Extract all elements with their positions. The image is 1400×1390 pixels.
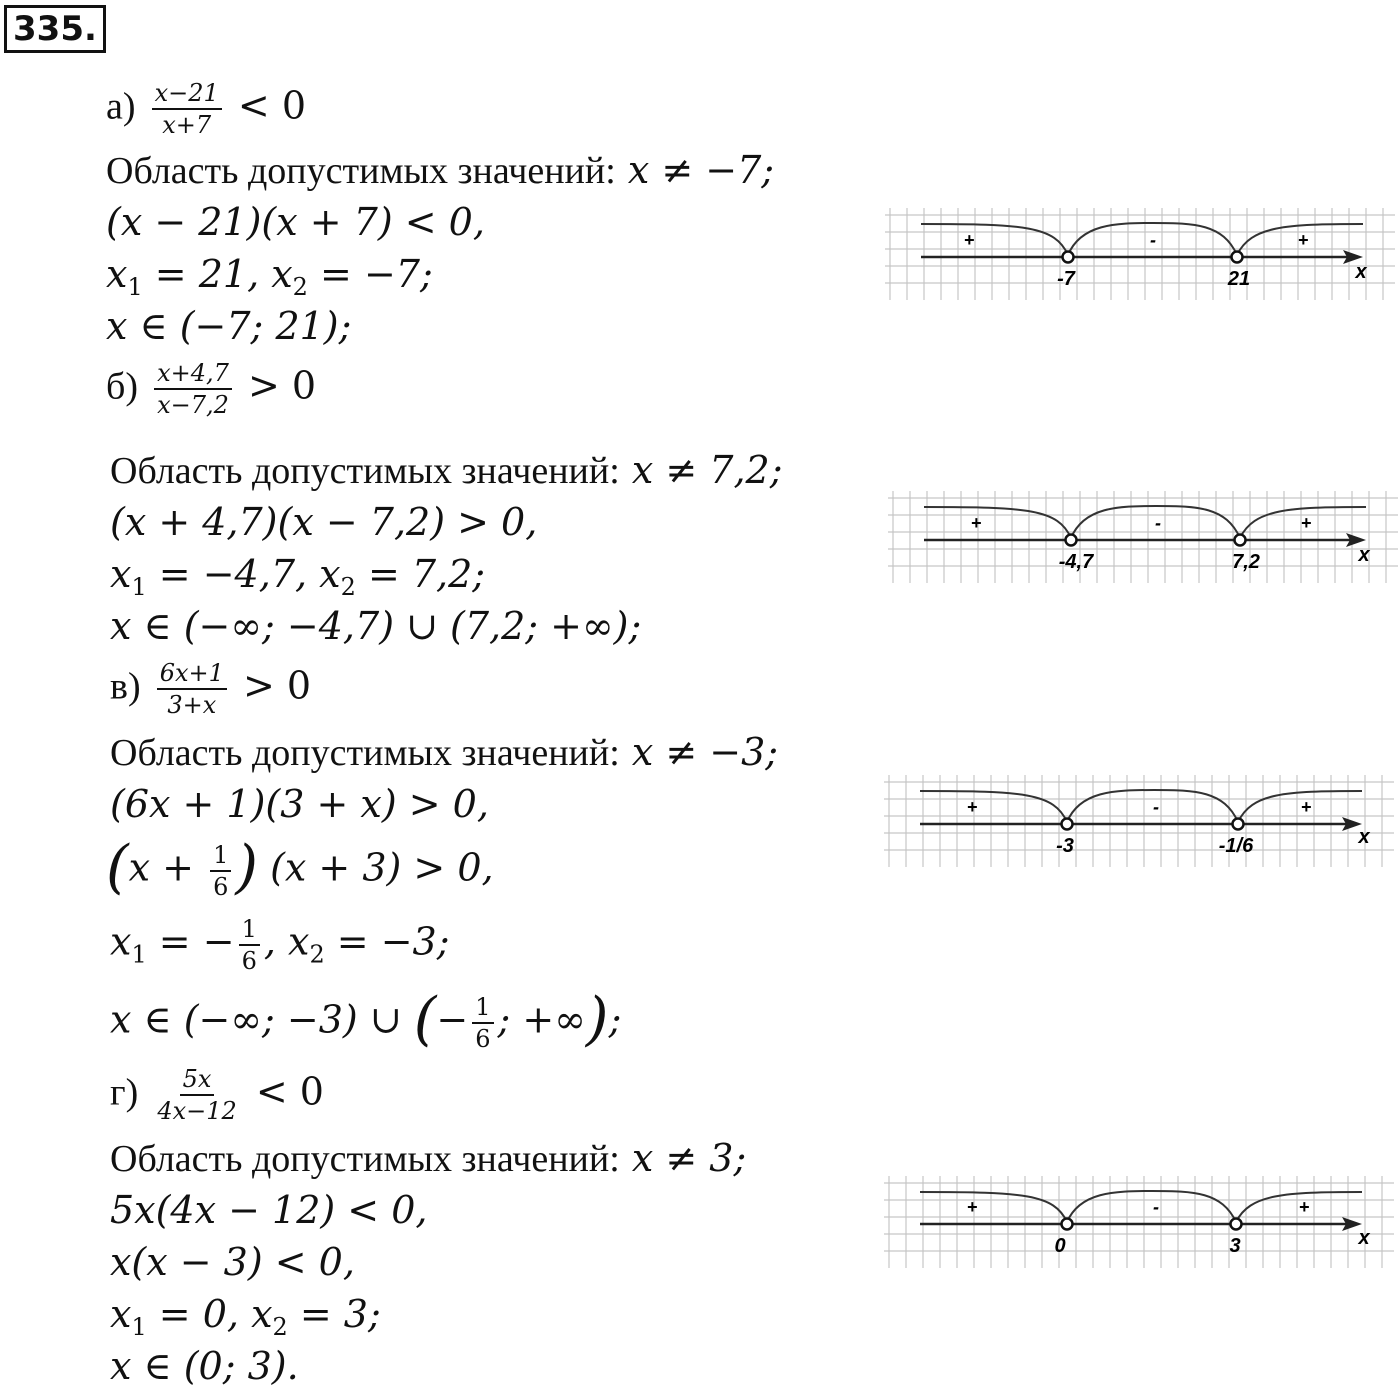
part-d-step2: x(x − 3) < 0, [110, 1240, 355, 1284]
domain-text: Область допустимых значений: [110, 1138, 620, 1180]
part-d-domain [110, 1134, 746, 1183]
point-label-1: -7 [1057, 268, 1075, 290]
point-label-2: 3 [1229, 1235, 1241, 1257]
numerator: x+4,7 [154, 360, 232, 390]
axis-label: x [1358, 826, 1370, 848]
domain-expr: x ≠ 3; [631, 1136, 747, 1180]
point-1 [1062, 819, 1073, 830]
part-b-step1: (x + 4,7)(x − 7,2) > 0, [110, 500, 538, 544]
domain-text: Область допустимых значений: [106, 150, 616, 192]
point-label-2: 21 [1227, 268, 1251, 290]
sign-3: + [1300, 513, 1312, 533]
sign-curve [924, 506, 1366, 538]
number-line-d [884, 1176, 1394, 1268]
part-label: б) [106, 365, 138, 408]
part-label: г) [110, 1071, 139, 1114]
part-c-domain [110, 728, 778, 777]
denominator: 3+x [167, 691, 217, 719]
point-2 [1233, 819, 1244, 830]
point-label-1: -3 [1056, 835, 1074, 857]
numerator: x−21 [152, 80, 222, 110]
domain-text: Область допустимых значений: [110, 732, 620, 774]
rhs: < 0 [255, 1069, 324, 1114]
number-line-b [888, 491, 1398, 583]
axis-label: x [1358, 544, 1370, 566]
sign-3: + [1298, 1197, 1310, 1217]
grid [885, 208, 1395, 300]
part-label: в) [110, 665, 141, 708]
sign-3: + [1300, 797, 1312, 817]
denominator: x+7 [162, 111, 212, 139]
rhs: < 0 [237, 83, 307, 128]
sign-1: + [963, 230, 975, 250]
part-c-inequality [110, 660, 311, 718]
point-2 [1231, 1219, 1242, 1230]
grid [884, 775, 1394, 867]
fraction [157, 660, 227, 718]
sign-3: + [1297, 230, 1309, 250]
numerator: 1 [472, 994, 493, 1024]
root-1: = −4,7, [146, 552, 320, 596]
number-line-a [885, 208, 1395, 300]
point-1 [1062, 1219, 1073, 1230]
fraction [154, 360, 232, 418]
point-label-2: -1/6 [1218, 835, 1254, 857]
root-2: = 3; [287, 1292, 381, 1336]
sign-2: - [1150, 230, 1156, 250]
numerator: 1 [239, 916, 260, 946]
root-2: = −3; [324, 919, 450, 964]
part-b-inequality [106, 360, 316, 418]
sign-1: + [966, 797, 978, 817]
numerator: 1 [210, 842, 231, 872]
denominator: 6 [475, 1025, 491, 1053]
part-c-step1: (6x + 1)(3 + x) > 0, [110, 782, 489, 826]
fraction [154, 1066, 239, 1124]
point-label-1: 0 [1054, 1235, 1066, 1257]
part-a-answer: x ∈ (−7; 21); [106, 304, 352, 348]
point-label-2: 7,2 [1232, 551, 1260, 573]
domain-expr: x ≠ −3; [631, 730, 779, 774]
denominator: 6 [213, 873, 229, 901]
sign-2: - [1153, 1197, 1159, 1217]
rhs: > 0 [242, 663, 312, 708]
part-c-answer: x ∈ (−∞; −3) ∪ (− $\frac{1}{6}$ ; +∞); [110, 984, 622, 1053]
domain-expr: x ≠ 7,2; [631, 448, 783, 492]
part-b-roots: $x_1 = -4,7$, $x_2 = 7,2$; [110, 552, 486, 601]
domain-expr: x ≠ −7; [627, 148, 775, 192]
part-c-step2: (x + $\frac{1}{6}$ ) (x + 3) > 0, [106, 832, 494, 901]
part-d-step1: 5x(4x − 12) < 0, [110, 1188, 428, 1232]
axis-label: x [1355, 261, 1367, 283]
root-2: = −7; [307, 252, 433, 296]
answer-end: ; [608, 997, 622, 1042]
sign-curve [920, 790, 1362, 822]
point-2 [1232, 252, 1243, 263]
step2-right: (x + 3) > 0, [270, 845, 494, 890]
answer-left: x ∈ (−∞; −3) ∪ [110, 997, 414, 1042]
numerator: 5x [180, 1066, 215, 1096]
denominator: 6 [241, 947, 257, 975]
part-d-roots: $x_1 = 0$, $x_2 = 3$; [110, 1292, 381, 1341]
fraction [239, 916, 260, 974]
root-1: = − [146, 919, 235, 964]
fraction [210, 842, 231, 900]
axis-label: x [1358, 1227, 1370, 1249]
domain-text: Область допустимых значений: [110, 450, 620, 492]
part-b-domain [110, 446, 783, 495]
point-1 [1066, 535, 1077, 546]
sign-2: - [1153, 797, 1159, 817]
denominator: x−7,2 [157, 391, 229, 419]
root-1: = 0, [146, 1292, 252, 1336]
point-1 [1063, 252, 1074, 263]
part-d-answer: x ∈ (0; 3). [110, 1344, 299, 1388]
part-c-roots: $x_1$ = − $\frac{1}{6}$ , $x_2 = -3$; [110, 915, 450, 975]
problem-number: 335. [4, 5, 106, 53]
root-1: = 21, [142, 252, 272, 296]
rhs: > 0 [248, 363, 317, 408]
root-2: = 7,2; [355, 552, 486, 596]
part-a-inequality [106, 80, 306, 138]
number-line-c [884, 775, 1394, 867]
denominator: 4x−12 [157, 1097, 237, 1125]
part-a-domain [106, 146, 774, 195]
sign-1: + [966, 1197, 978, 1217]
fraction [472, 994, 493, 1052]
part-label: а) [106, 85, 136, 128]
point-label-1: -4,7 [1058, 551, 1094, 573]
fraction [152, 80, 222, 138]
part-a-step1: (x − 21)(x + 7) < 0, [106, 200, 485, 244]
part-a-roots: $x_1 = 21$, $x_2 = -7$; [106, 252, 433, 301]
grid [888, 491, 1398, 583]
step2-left: x + [128, 845, 207, 890]
part-b-answer: x ∈ (−∞; −4,7) ∪ (7,2; +∞); [110, 604, 642, 648]
sign-2: - [1155, 513, 1161, 533]
grid [884, 1176, 1394, 1268]
numerator: 6x+1 [157, 660, 227, 690]
answer-mid: ; +∞ [497, 997, 586, 1042]
sign-1: + [970, 513, 982, 533]
part-d-inequality [110, 1066, 324, 1124]
sign-curve [921, 223, 1363, 255]
point-2 [1235, 535, 1246, 546]
